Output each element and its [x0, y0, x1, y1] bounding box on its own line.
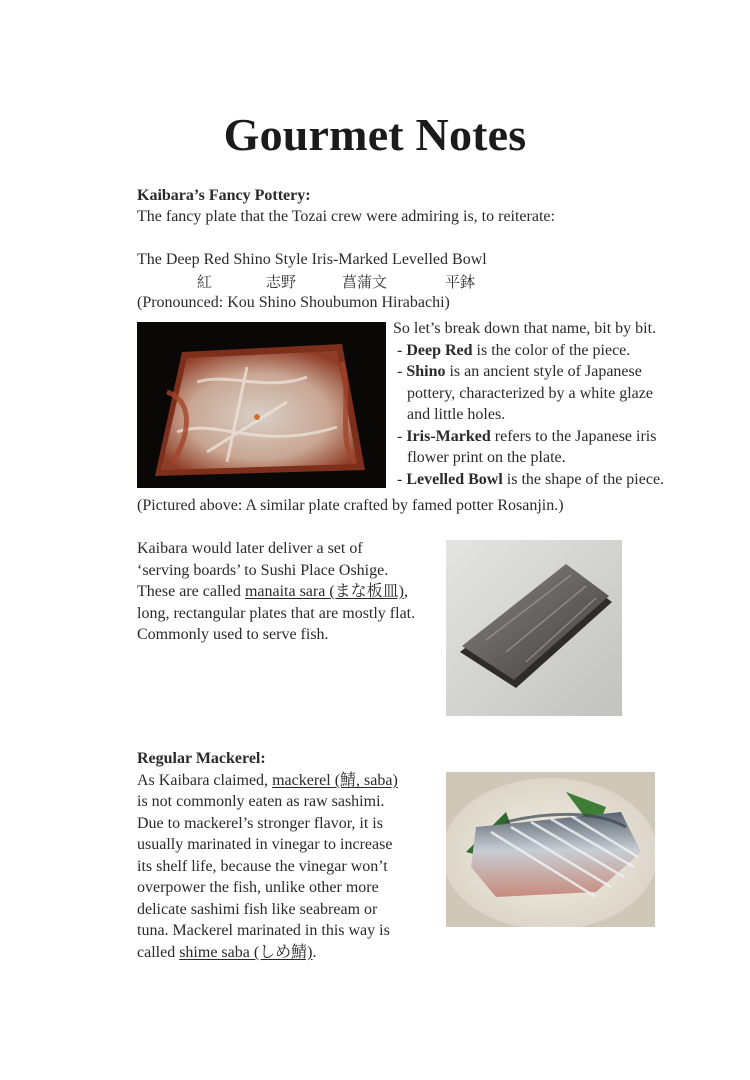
kanji-shino: 志野: [266, 273, 297, 291]
breakdown-item: - Iris-Marked refers to the Japanese iris: [397, 427, 657, 445]
manaita-text: Commonly used to serve fish.: [137, 626, 329, 643]
mackerel-text: delicate sashimi fish like seabream or: [137, 901, 378, 918]
pottery-name-english: The Deep Red Shino Style Iris-Marked Levelled Bowl: [137, 251, 487, 268]
mackerel-text: is not commonly eaten as raw sashimi.: [137, 793, 385, 810]
mackerel-text: overpower the fish, unlike other more: [137, 879, 379, 896]
page-title: Gourmet Notes: [223, 109, 527, 160]
mackerel-text: its shelf life, because the vinegar won’t: [137, 858, 388, 875]
name-breakdown: [393, 318, 664, 490]
breakdown-item: - Levelled Bowl is the shape of the piece.: [397, 470, 665, 488]
kanji-shoubumon: 菖蒲文: [342, 273, 388, 291]
breakdown-text: and little holes.: [407, 406, 506, 423]
breakdown-text: is an ancient style of Japanese: [445, 363, 642, 380]
mackerel-text: usually marinated in vinegar to increase: [137, 836, 393, 853]
mackerel-text: Due to mackerel’s stronger flavor, it is: [137, 815, 383, 832]
manaita-text: Kaibara would later deliver a set of: [137, 540, 363, 557]
breakdown-text: flower print on the plate.: [407, 449, 566, 466]
pottery-heading: Kaibara’s Fancy Pottery:: [137, 187, 311, 204]
shime-saba-link[interactable]: shime saba (しめ鯖): [179, 944, 313, 961]
manaita-plate-photo: [446, 540, 622, 716]
mackerel-heading: Regular Mackerel:: [137, 750, 266, 767]
shino-plate-photo: [137, 322, 386, 488]
breakdown-text: pottery, characterized by a white glaze: [407, 384, 653, 402]
manaita-text: ‘serving boards’ to Sushi Place Oshige.: [137, 562, 389, 579]
breakdown-term: Levelled Bowl: [406, 470, 503, 488]
mackerel-link[interactable]: mackerel (鯖, saba): [272, 772, 398, 789]
pottery-caption: (Pictured above: A similar plate crafted by famed potter Rosanjin.): [137, 497, 564, 514]
mackerel-text: called shime saba (しめ鯖).: [137, 944, 317, 961]
pottery-intro: The fancy plate that the Tozai crew were admiring is, to reiterate:: [137, 208, 555, 225]
shime-saba-photo: [446, 772, 655, 927]
mackerel-text: tuna. Mackerel marinated in this way is: [137, 922, 390, 939]
mackerel-text: As Kaibara claimed, mackerel (鯖, saba): [137, 772, 398, 789]
pronunciation: (Pronounced: Kou Shino Shoubumon Hirabachi): [137, 294, 450, 311]
breakdown-text: refers to the Japanese iris: [490, 427, 657, 445]
breakdown-term: Deep Red: [406, 341, 473, 359]
manaita-text: These are called manaita sara (まな板皿),: [137, 583, 408, 600]
breakdown-term: Iris-Marked: [406, 427, 491, 445]
kanji-hirabachi: 平鉢: [445, 273, 476, 291]
manaita-link[interactable]: manaita sara (まな板皿): [244, 583, 404, 600]
manaita-text: long, rectangular plates that are mostly flat.: [137, 605, 416, 622]
breakdown-text: is the shape of the piece.: [502, 470, 665, 488]
breakdown-term: Shino: [406, 363, 446, 380]
breakdown-intro: So let’s break down that name, bit by bit.: [393, 320, 657, 337]
kanji-kou: 紅: [197, 273, 213, 291]
breakdown-item: - Shino is an ancient style of Japanese: [397, 363, 642, 380]
breakdown-text: is the color of the piece.: [472, 341, 631, 359]
breakdown-item: - Deep Red is the color of the piece.: [397, 341, 631, 359]
